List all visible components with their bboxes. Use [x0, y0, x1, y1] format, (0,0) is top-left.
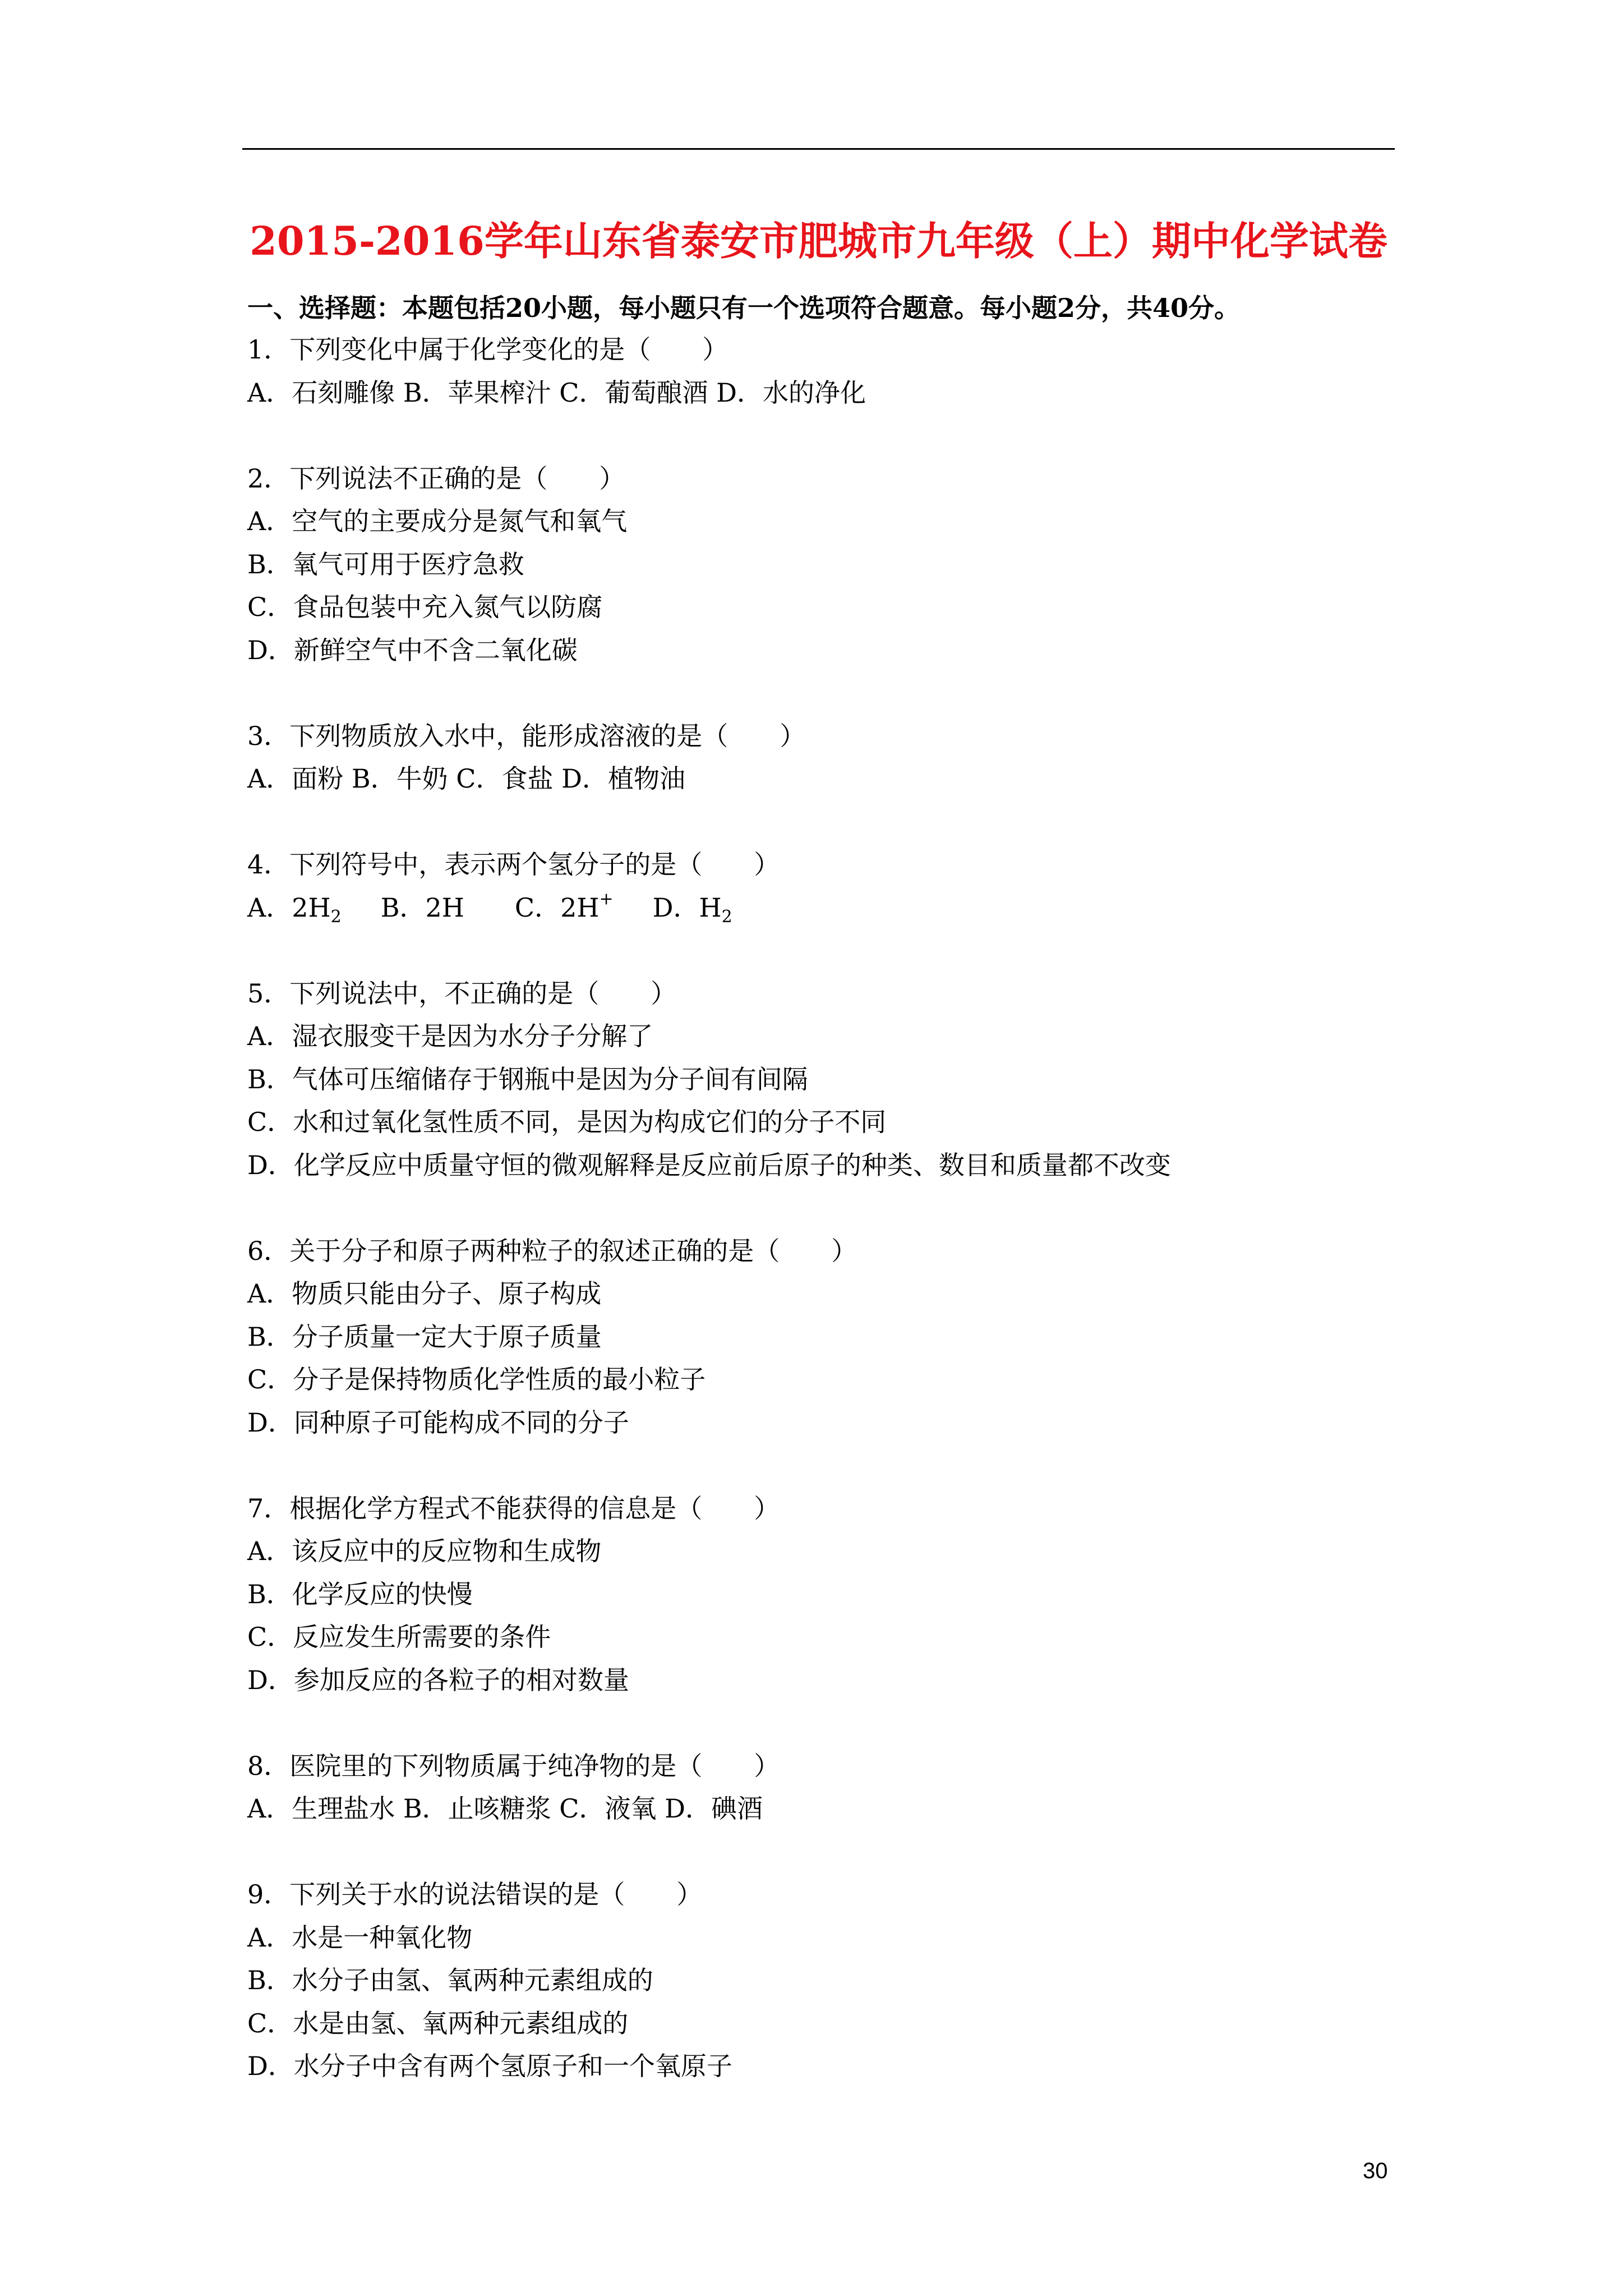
- section-heading: 一、选择题：本题包括20小题，每小题只有一个选项符合题意。每小题2分，共40分。: [247, 293, 1241, 323]
- question-stem: 2．下列说法不正确的是（ ）: [247, 463, 625, 494]
- option-label: B．: [380, 892, 426, 923]
- option-label: D．: [652, 892, 699, 923]
- option-line: A．生理盐水 B．止咳糖浆 C．液氧 D．碘酒: [247, 1793, 763, 1824]
- option-line: D．同种原子可能构成不同的分子: [247, 1407, 629, 1438]
- page-number: 30: [1363, 2159, 1388, 2183]
- option-line: A．水是一种氧化物: [247, 1922, 473, 1953]
- option-line: A．该反应中的反应物和生成物: [247, 1536, 602, 1566]
- option-line: B．气体可压缩储存于钢瓶中是因为分子间有间隔: [247, 1064, 808, 1094]
- question-gap: [247, 671, 1391, 715]
- header-rule: [242, 148, 1395, 150]
- option-label: A．: [247, 892, 292, 923]
- option-line: C．分子是保持物质化学性质的最小粒子: [247, 1364, 706, 1395]
- option-line: A．湿衣服变干是因为水分子分解了: [247, 1021, 653, 1051]
- option-line: D．水分子中含有两个氢原子和一个氧原子: [247, 2051, 732, 2081]
- option-line: C．食品包装中充入氮气以防腐: [247, 592, 603, 622]
- formula-main: H: [699, 892, 722, 923]
- option-line: B．化学反应的快慢: [247, 1579, 473, 1609]
- formula-main: 2H: [425, 892, 464, 923]
- question-stem: 5．下列说法中，不正确的是（ ）: [247, 978, 677, 1009]
- option-line: A．物质只能由分子、原子构成: [247, 1278, 602, 1309]
- formula-main: 2H: [292, 892, 331, 923]
- question-stem: 7．根据化学方程式不能获得的信息是（ ）: [247, 1493, 780, 1524]
- option-line: B．氧气可用于医疗急救: [247, 549, 524, 579]
- question-stem: 4．下列符号中，表示两个氢分子的是（ ）: [247, 849, 780, 880]
- option-line: D．新鲜空气中不含二氧化碳: [247, 634, 578, 665]
- option-label: C．: [514, 892, 561, 923]
- question-gap: [247, 414, 1391, 457]
- option-line: C．水是由氢、氧两种元素组成的: [247, 2008, 629, 2039]
- option-line: A．面粉 B．牛奶 C．食盐 D．植物油: [247, 763, 685, 794]
- formula-subscript: 2: [330, 907, 342, 927]
- formula-subscript: 2: [721, 907, 732, 927]
- option-line: A．石刻雕像 B．苹果榨汁 C．葡萄酿酒 D．水的净化: [247, 377, 866, 408]
- question-stem: 9．下列关于水的说法错误的是（ ）: [247, 1879, 703, 1910]
- option-line: B．水分子由氢、氧两种元素组成的: [247, 1965, 653, 1995]
- question-stem: 8．医院里的下列物质属于纯净物的是（ ）: [247, 1750, 780, 1781]
- option-line: A．空气的主要成分是氮气和氧气: [247, 506, 628, 536]
- option-line: D．参加反应的各粒子的相对数量: [247, 1664, 629, 1695]
- question-stem: 6．关于分子和原子两种粒子的叙述正确的是（ ）: [247, 1235, 857, 1266]
- option-line: C．水和过氧化氢性质不同，是因为构成它们的分子不同: [247, 1107, 887, 1137]
- formula-superscript: +: [599, 889, 614, 909]
- question-list: [247, 328, 1391, 2088]
- option-line: C．反应发生所需要的条件: [247, 1622, 551, 1652]
- option-line: B．分子质量一定大于原子质量: [247, 1321, 602, 1352]
- question-stem: 3．下列物质放入水中，能形成溶液的是（ ）: [247, 720, 806, 751]
- formula-option-line: [247, 886, 1391, 930]
- question-gap: [247, 929, 1391, 972]
- question-gap: [247, 1830, 1391, 1874]
- formula-main: 2H: [560, 892, 600, 923]
- question-stem: 1．下列变化中属于化学变化的是（ ）: [247, 334, 728, 365]
- page-title: 2015-2016学年山东省泰安市肥城市九年级（上）期中化学试卷: [250, 218, 1387, 264]
- option-line: D．化学反应中质量守恒的微观解释是反应前后原子的种类、数目和质量都不改变: [247, 1149, 1171, 1180]
- question-gap: [247, 800, 1391, 844]
- question-gap: [247, 1444, 1391, 1487]
- question-gap: [247, 1701, 1391, 1745]
- question-gap: [247, 1186, 1391, 1230]
